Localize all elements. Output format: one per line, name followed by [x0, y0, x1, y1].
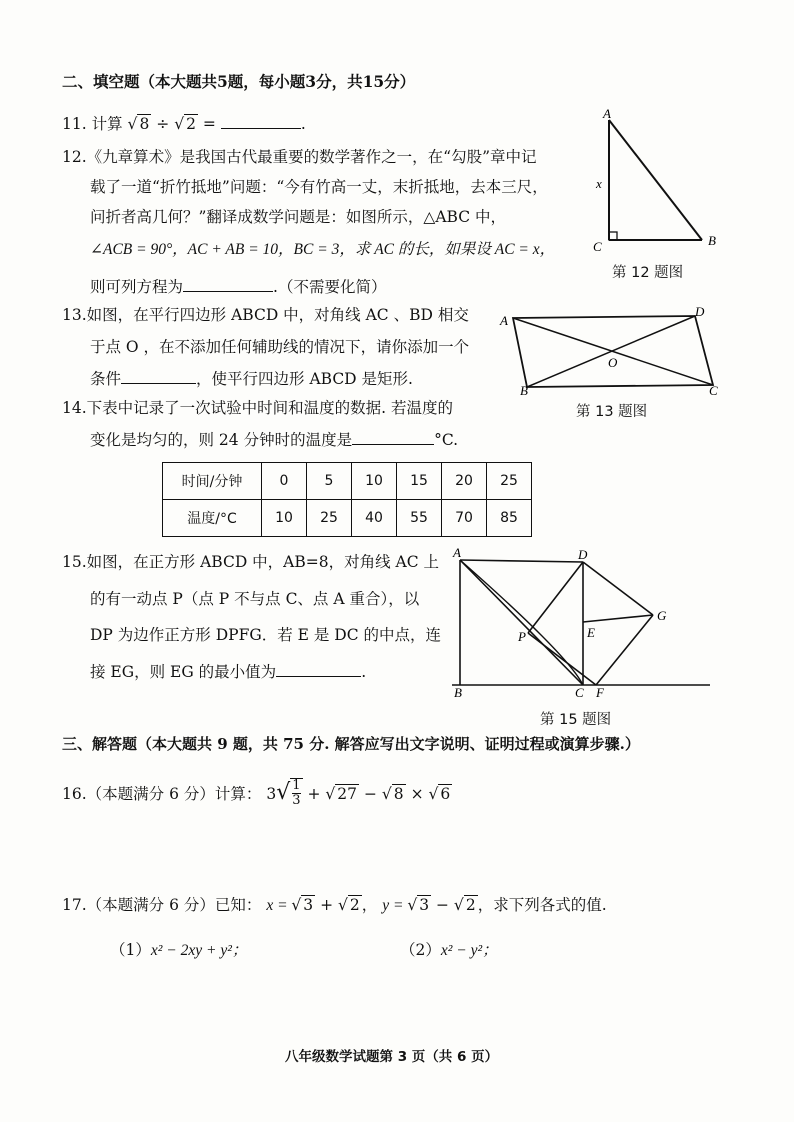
question-number: 15. [62, 553, 87, 571]
label-g: G [657, 608, 667, 623]
question-14-line-1 [62, 398, 453, 418]
segment-dg [583, 562, 653, 615]
equals-sign: = [202, 115, 216, 133]
table-cell: 10 [352, 463, 397, 500]
sqrt-one-third: √ $\frac{1}{3}$ [276, 778, 301, 808]
text: 如图，在平行四边形 ABCD 中，对角线 AC 、BD 相交 [86, 306, 469, 324]
label-a: A [500, 313, 508, 328]
operator: + [315, 896, 339, 914]
table-cell: 85 [487, 500, 532, 537]
figure-12-caption: 第 12 题图 [612, 265, 684, 281]
text: （本题满分 6 分）计算： [86, 785, 262, 803]
sqrt-8: √ 8 [127, 115, 150, 133]
figure-15-caption: 第 15 题图 [540, 712, 612, 728]
text: 如图，在正方形 ABCD 中，AB=8，对角线 AC 上 [86, 553, 440, 571]
expression: x² − y²； [440, 942, 498, 959]
question-number: 13. [62, 306, 87, 324]
label-p: P [518, 629, 526, 644]
right-angle-mark [609, 232, 617, 240]
answer-blank [352, 428, 434, 445]
label-e: E [587, 625, 595, 640]
sqrt-8: √ 8 [381, 785, 404, 803]
question-12-line-2: 载了一道“折竹抵地”问题：“今有竹高一丈，末折抵地，去本三尺， [90, 178, 548, 196]
table-cell: 40 [352, 500, 397, 537]
question-13-line-2: 于点 O ，在不添加任何辅助线的情况下，请你添加一个 [90, 338, 470, 356]
table-cell: 20 [442, 463, 487, 500]
text: ，使平行四边形 ABCD 是矩形. [196, 370, 413, 388]
label-a: A [603, 106, 611, 121]
question-12-line-4: ∠ACB = 90°，AC + AB = 10，BC = 3，求 AC 的长，如果设 AC = x， [90, 241, 556, 258]
table-cell: 55 [397, 500, 442, 537]
side-ad [460, 560, 583, 562]
table-cell: 70 [442, 500, 487, 537]
question-text: 计算 [91, 115, 123, 133]
text: 《九章算术》是我国古代最重要的数学著作之一，在“勾股”章中记 [86, 148, 537, 166]
text: °C. [434, 431, 459, 449]
period: . [300, 115, 306, 133]
question-11 [62, 112, 306, 134]
sqrt-2: √ 2 [453, 896, 476, 914]
part-number: （1） [110, 941, 151, 959]
question-number: 16. [62, 785, 87, 803]
label-x: x [596, 176, 602, 191]
text: 则可列方程为 [90, 278, 184, 296]
text: 条件 [90, 370, 122, 388]
time-temperature-table [162, 462, 532, 537]
label-o: O [608, 355, 618, 370]
answer-blank [221, 112, 301, 129]
page-footer: 八年级数学试题第 3 页（共 6 页） [285, 1049, 499, 1065]
segment-dp [528, 562, 583, 633]
label-f: F [596, 685, 604, 700]
figure-13-parallelogram [495, 303, 725, 399]
text: 下表中记录了一次试验中时间和温度的数据. 若温度的 [86, 399, 454, 417]
sqrt-2: √ 2 [174, 115, 196, 133]
table-cell: 0 [262, 463, 307, 500]
question-17-part-2 [400, 940, 498, 961]
sqrt-2: √ 2 [338, 896, 360, 914]
table-cell: 10 [262, 500, 307, 537]
table-cell: 25 [307, 500, 352, 537]
label-b: B [454, 685, 462, 700]
question-15-line-3: DP 为边作正方形 DPFG．若 E 是 DC 的中点，连 [90, 626, 442, 644]
x-definition: x = [266, 897, 292, 914]
operator: − [431, 896, 454, 914]
side-ab [609, 120, 702, 240]
times-sign: × [410, 785, 424, 803]
figure-15-square [448, 545, 718, 700]
question-12-line-5 [90, 275, 386, 297]
coefficient: 3 [266, 785, 277, 803]
question-16 [62, 778, 452, 809]
question-12-line-1 [62, 147, 537, 167]
answer-blank [276, 660, 361, 677]
question-17: 17.（本题满分 6 分）已知： x = √ 3 + √ 2 ， y = √ 3 − √ 2 ，求下列各式的值. [62, 896, 607, 914]
answer-blank [121, 367, 196, 384]
table-row [163, 500, 532, 537]
question-number: 11. [62, 115, 87, 133]
label-d: D [578, 547, 588, 562]
label-c: C [709, 383, 718, 398]
row-header: 时间/分钟 [163, 463, 262, 500]
question-number: 14. [62, 399, 87, 417]
segment-gf [596, 615, 653, 685]
question-15-line-1 [62, 552, 439, 572]
label-c: C [575, 685, 584, 700]
text: ，求下列各式的值. [477, 896, 607, 914]
part-number: （2） [400, 941, 441, 959]
figure-12-triangle [590, 105, 725, 255]
question-15-line-2: 的有一动点 P（点 P 不与点 C、点 A 重合），以 [90, 590, 420, 608]
table-cell: 25 [487, 463, 532, 500]
segment-eg [583, 615, 653, 622]
question-number: 17. [62, 896, 87, 914]
y-definition: y = [382, 897, 408, 914]
label-d: D [695, 304, 705, 319]
expression: x² − 2xy + y²； [150, 942, 248, 959]
table-cell: 5 [307, 463, 352, 500]
diagonal-bd [527, 316, 695, 387]
section-2-title: 二、填空题（本大题共5题，每小题3分，共15分） [62, 72, 416, 91]
plus-sign: + [307, 785, 321, 803]
question-15-line-4 [90, 660, 366, 682]
divide-sign: ÷ [156, 115, 170, 133]
label-c: C [593, 239, 602, 254]
label-a: A [453, 545, 461, 560]
diagonal-ac [513, 318, 713, 385]
question-13-line-1 [62, 305, 469, 325]
label-b: B [520, 383, 528, 398]
sqrt-27: √ 27 [325, 785, 357, 803]
table-row [163, 463, 532, 500]
question-17-part-1 [110, 940, 247, 961]
minus-sign: − [363, 785, 377, 803]
segment-pf [528, 633, 596, 685]
diagonal-ac [460, 560, 583, 685]
text: . [361, 663, 367, 681]
question-13-line-3 [90, 367, 413, 389]
question-14-line-2 [90, 428, 458, 450]
question-number: 12. [62, 148, 87, 166]
text: 变化是均匀的，则 24 分钟时的温度是 [90, 431, 353, 449]
text: .（不需要化简） [273, 278, 387, 296]
answer-blank [183, 275, 273, 292]
label-b: B [708, 233, 716, 248]
question-12-line-3: 问折者高几何？”翻译成数学问题是：如图所示，△ABC 中， [90, 208, 507, 226]
sqrt-3: √ 3 [407, 896, 430, 914]
row-header: 温度/°C [163, 500, 262, 537]
sqrt-6: √ 6 [428, 785, 451, 803]
section-3-title: 三、解答题（本大题共 9 题，共 75 分. 解答应写出文字说明、证明过程或演算步骤.） [62, 735, 640, 753]
table-cell: 15 [397, 463, 442, 500]
text: （本题满分 6 分）已知： [86, 896, 262, 914]
text: 接 EG，则 EG 的最小值为 [90, 663, 277, 681]
figure-13-caption: 第 13 题图 [576, 404, 648, 420]
sqrt-3: √ 3 [291, 896, 314, 914]
